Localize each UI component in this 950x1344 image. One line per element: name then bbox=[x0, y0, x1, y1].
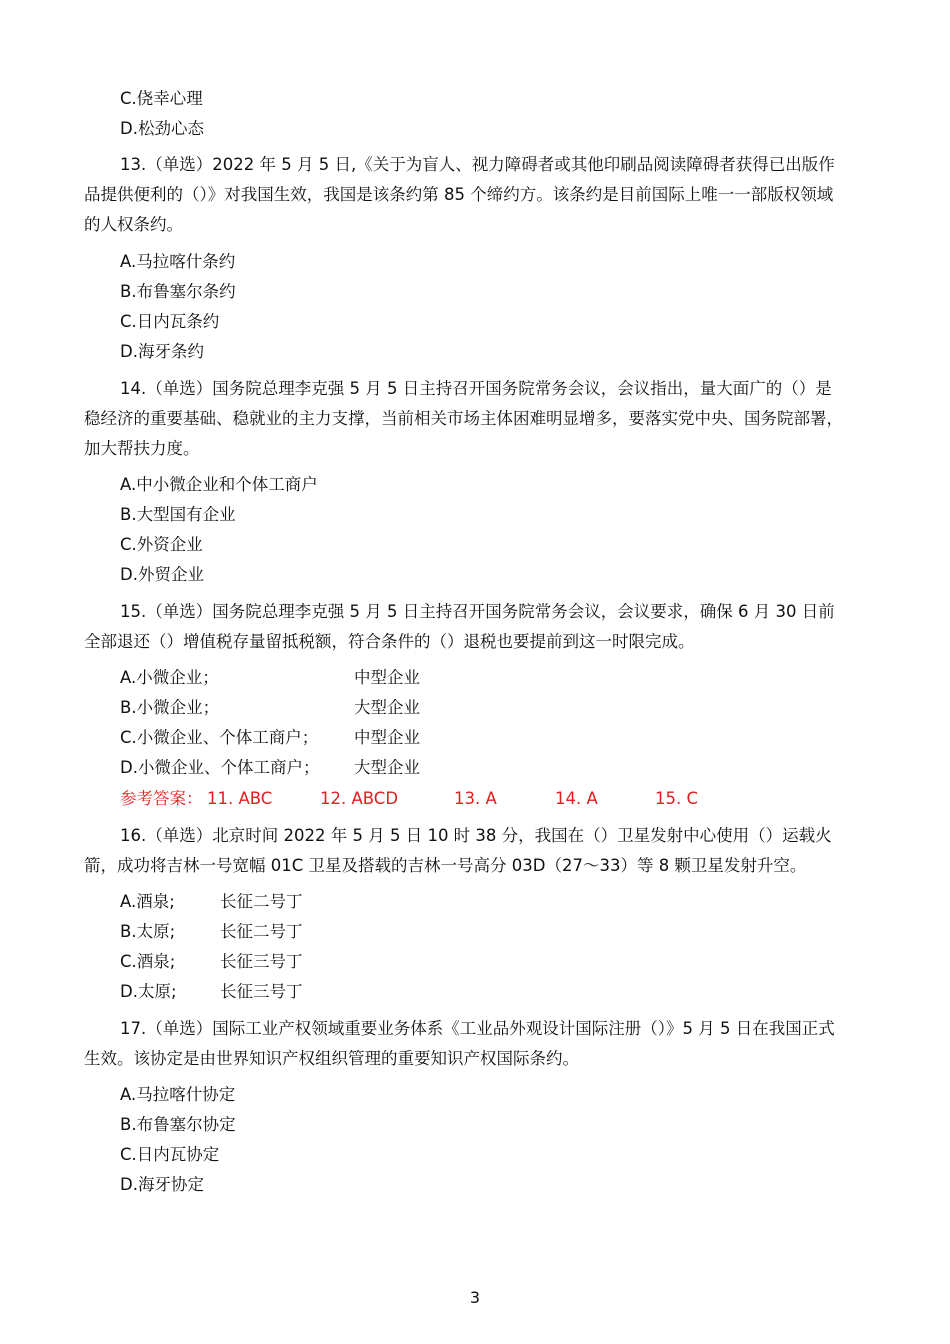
answer-12: 12. ABCD bbox=[320, 789, 399, 808]
q16-stem-line-2: 箭，成功将吉林一号宽幅 01C 卫星及搭载的吉林一号高分 03D（27～33）等 8 颗卫星发射升空。 bbox=[84, 856, 807, 875]
q16-option-a-second: 长征二号丁 bbox=[220, 892, 303, 911]
q14-option-b: B.大型国有企业 bbox=[120, 505, 236, 524]
q15-option-d-first: D.小微企业、个体工商户； bbox=[120, 758, 320, 777]
q15-option-c-second: 中型企业 bbox=[354, 728, 420, 747]
q15-option-d-second: 大型企业 bbox=[354, 758, 420, 777]
q17-stem-line-1: 17.（单选）国际工业产权领域重要业务体系《工业品外观设计国际注册（）》5 月 5 日在我国正式 bbox=[120, 1019, 835, 1038]
q16-stem-line-1: 16.（单选）北京时间 2022 年 5 月 5 日 10 时 38 分，我国在（）卫星发射中心使用（）运载火 bbox=[120, 826, 832, 845]
page-number: 3 bbox=[469, 1288, 481, 1307]
answer-key-label: 参考答案： bbox=[120, 789, 203, 808]
q14-option-a: A.中小微企业和个体工商户 bbox=[120, 475, 318, 494]
q17-option-d: D.海牙协定 bbox=[120, 1175, 204, 1194]
q16-option-b-first: B.太原; bbox=[120, 922, 176, 941]
q13-option-c: C.日内瓦条约 bbox=[120, 312, 220, 331]
q17-stem-line-2: 生效。该协定是由世界知识产权组织管理的重要知识产权国际条约。 bbox=[84, 1049, 579, 1068]
q16-option-a bbox=[120, 890, 303, 914]
q17-option-b: B.布鲁塞尔协定 bbox=[120, 1115, 236, 1134]
q15-option-b-second: 大型企业 bbox=[354, 698, 420, 717]
q13-option-b: B.布鲁塞尔条约 bbox=[120, 282, 236, 301]
q13-stem-line-3: 的人权条约。 bbox=[84, 215, 183, 234]
q17-option-c: C.日内瓦协定 bbox=[120, 1145, 220, 1164]
q15-option-c-first: C.小微企业、个体工商户； bbox=[120, 728, 319, 747]
q17-option-a: A.马拉喀什协定 bbox=[120, 1085, 236, 1104]
q13-option-a: A.马拉喀什条约 bbox=[120, 252, 236, 271]
q16-option-d-first: D.太原; bbox=[120, 982, 177, 1001]
q15-option-a-first: A.小微企业； bbox=[120, 668, 219, 687]
q15-option-d bbox=[120, 756, 420, 780]
answer-key bbox=[120, 787, 699, 811]
q12-option-d: D.松劲心态 bbox=[120, 119, 204, 138]
q16-option-d-second: 长征三号丁 bbox=[220, 982, 303, 1001]
q15-stem-line-1: 15.（单选）国务院总理李克强 5 月 5 日主持召开国务院常务会议，会议要求，确保 6 月 30 日前 bbox=[120, 602, 835, 621]
q14-option-c: C.外资企业 bbox=[120, 535, 203, 554]
q16-option-b-second: 长征二号丁 bbox=[220, 922, 303, 941]
answer-14: 14. A bbox=[555, 789, 598, 808]
q12-option-c: C.侥幸心理 bbox=[120, 89, 203, 108]
answer-15: 15. C bbox=[655, 789, 699, 808]
q15-option-b bbox=[120, 696, 420, 720]
q13-option-d: D.海牙条约 bbox=[120, 342, 204, 361]
q15-option-a-second: 中型企业 bbox=[354, 668, 420, 687]
q15-option-c bbox=[120, 726, 420, 750]
q16-option-a-first: A.酒泉; bbox=[120, 892, 175, 911]
q15-option-b-first: B.小微企业； bbox=[120, 698, 220, 717]
q14-stem-line-3: 加大帮扶力度。 bbox=[84, 439, 200, 458]
q15-option-a bbox=[120, 666, 420, 690]
q16-option-c-second: 长征三号丁 bbox=[220, 952, 303, 971]
answer-13: 13. A bbox=[454, 789, 497, 808]
q14-option-d: D.外贸企业 bbox=[120, 565, 204, 584]
q16-option-d bbox=[120, 980, 303, 1004]
q16-option-c bbox=[120, 950, 303, 974]
answer-11: 11. ABC bbox=[207, 789, 273, 808]
q13-stem-line-2: 品提供便利的（）》对我国生效，我国是该条约第 85 个缔约方。该条约是目前国际上唯一一部版权领域 bbox=[84, 185, 834, 204]
q16-option-c-first: C.酒泉; bbox=[120, 952, 176, 971]
q14-stem-line-1: 14.（单选）国务院总理李克强 5 月 5 日主持召开国务院常务会议，会议指出，量大面广的（）是 bbox=[120, 379, 832, 398]
q13-stem-line-1: 13.（单选）2022 年 5 月 5 日,《关于为盲人、视力障碍者或其他印刷品阅读障碍者获得已出版作 bbox=[120, 155, 835, 174]
q14-stem-line-2: 稳经济的重要基础、稳就业的主力支撑，当前相关市场主体困难明显增多，要落实党中央、国务院部署， bbox=[84, 409, 843, 428]
q16-option-b bbox=[120, 920, 303, 944]
q15-stem-line-2: 全部退还（）增值税存量留抵税额，符合条件的（）退税也要提前到这一时限完成。 bbox=[84, 632, 695, 651]
